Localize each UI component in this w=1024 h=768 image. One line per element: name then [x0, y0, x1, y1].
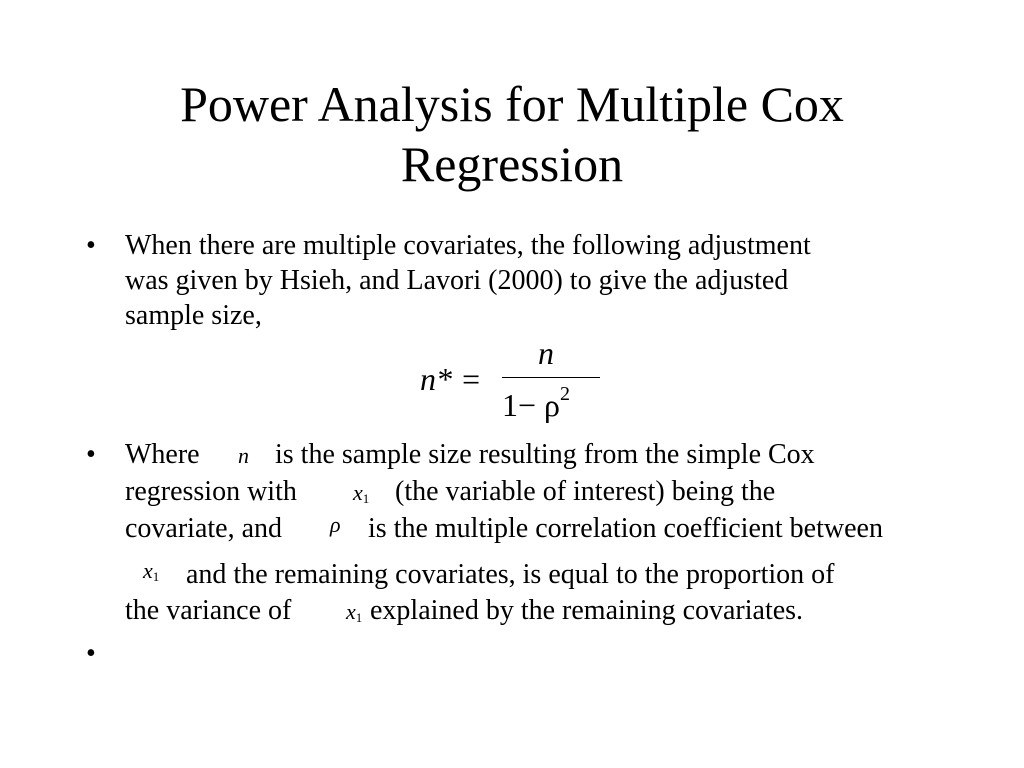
bullet-marker-1: • — [86, 230, 96, 261]
symbol-x-c: x — [346, 599, 356, 624]
symbol-sub-c: 1 — [355, 610, 363, 625]
symbol-sub-a: 1 — [362, 491, 370, 506]
symbol-rho: ρ — [330, 512, 341, 537]
bullet-marker-3: • — [86, 638, 96, 669]
bullet-2-line-1a: Where — [125, 439, 200, 470]
formula-fraction-bar — [502, 377, 600, 378]
symbol-n: n — [238, 443, 249, 468]
symbol-x1-a — [353, 482, 369, 507]
bullet-1-line-2: was given by Hsieh, and Lavori (2000) to give the adjusted — [125, 265, 789, 296]
formula-denominator-base: 1− ρ — [502, 387, 561, 423]
symbol-x-b: x — [143, 558, 153, 583]
bullet-2-line-5b: explained by the remaining covariates. — [370, 595, 804, 626]
symbol-x1-c — [346, 601, 362, 626]
title-line-2: Regression — [400, 136, 624, 192]
title-line-1: Power Analysis for Multiple Cox — [180, 76, 844, 132]
slide-title — [62, 74, 962, 194]
bullet-1-line-1: When there are multiple covariates, the following adjustment — [125, 230, 811, 261]
bullet-2-line-4: and the remaining covariates, is equal to the proportion of — [186, 559, 835, 590]
symbol-x1-b — [143, 560, 159, 585]
symbol-sub-b: 1 — [152, 569, 160, 584]
bullet-2-line-1b: is the sample size resulting from the simple Cox — [275, 439, 815, 470]
formula-denominator — [502, 385, 570, 430]
bullet-2-line-2a: regression with — [125, 476, 297, 507]
formula-numerator: n — [538, 335, 554, 371]
bullet-2-line-3a: covariate, and — [125, 513, 283, 544]
bullet-2-line-3b: is the multiple correlation coefficient between — [368, 513, 883, 544]
formula-denominator-exponent: 2 — [560, 383, 571, 405]
formula-lhs: n* = — [420, 361, 482, 397]
symbol-x-a: x — [353, 480, 363, 505]
bullet-1-line-3: sample size, — [125, 300, 262, 331]
adjusted-sample-size-formula — [420, 335, 610, 430]
bullet-2-line-5a: the variance of — [125, 595, 292, 626]
bullet-2-line-2b: (the variable of interest) being the — [395, 476, 776, 507]
bullet-marker-2: • — [86, 439, 96, 470]
